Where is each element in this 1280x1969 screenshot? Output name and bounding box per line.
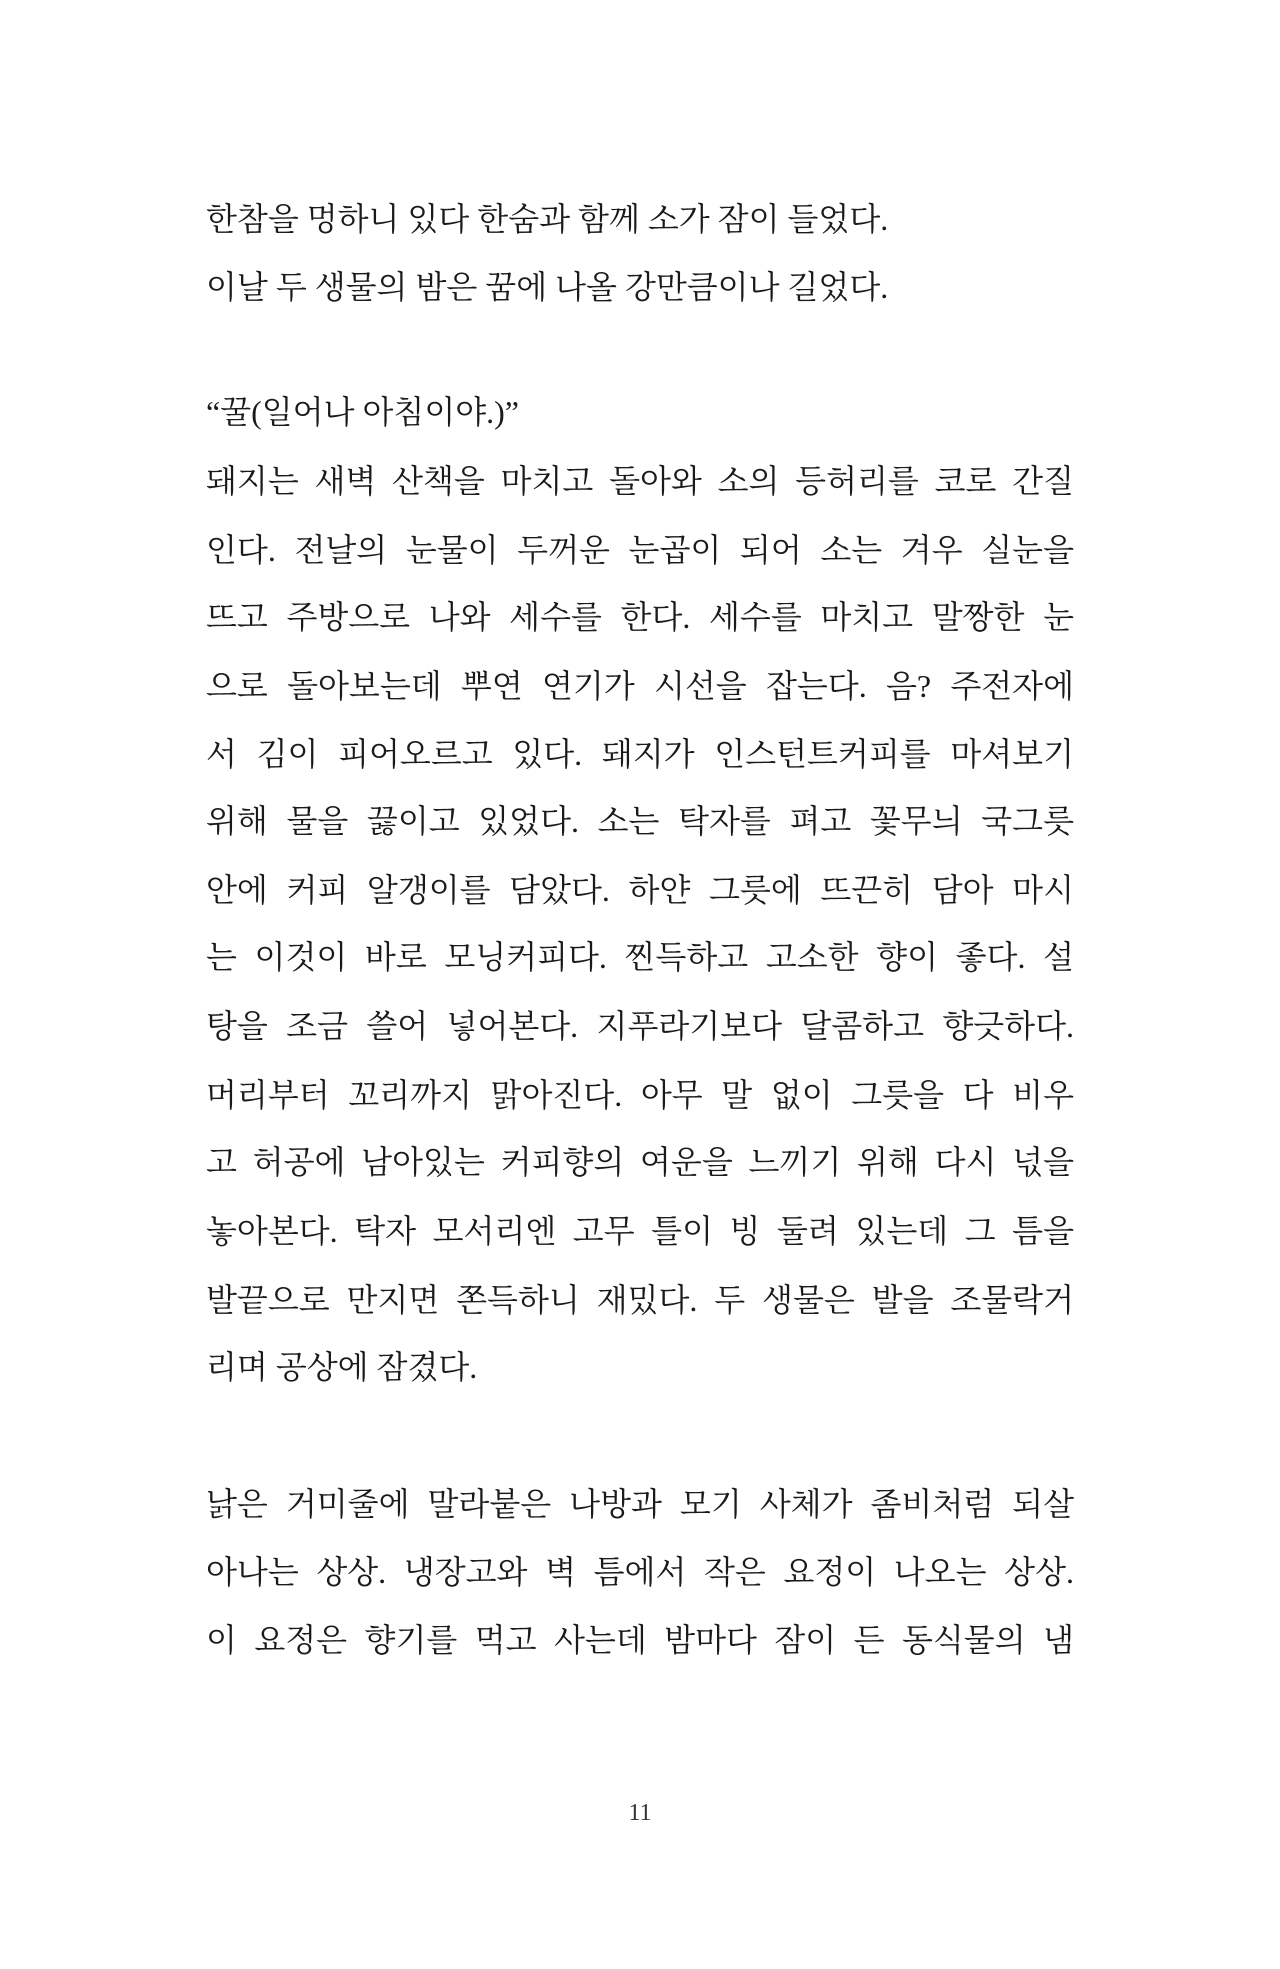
- text-line: 서 김이 피어오르고 있다. 돼지가 인스턴트커피를 마셔보기: [206, 736, 1074, 772]
- text-line: 고 허공에 남아있는 커피향의 여운을 느끼기 위해 다시 넋을: [206, 1144, 1074, 1180]
- text-line: 한참을 멍하니 있다 한숨과 함께 소가 잠이 들었다.: [206, 201, 889, 237]
- text-line: 이날 두 생물의 밤은 꿈에 나올 강만큼이나 길었다.: [206, 269, 889, 305]
- text-line: 머리부터 꼬리까지 맑아진다. 아무 말 없이 그릇을 다 비우: [206, 1077, 1074, 1113]
- text-line: 는 이것이 바로 모닝커피다. 찐득하고 고소한 향이 좋다. 설: [206, 939, 1074, 975]
- text-line: 인다. 전날의 눈물이 두꺼운 눈곱이 되어 소는 겨우 실눈을: [206, 532, 1074, 568]
- text-line: 위해 물을 끓이고 있었다. 소는 탁자를 펴고 꽃무늬 국그릇: [206, 803, 1074, 839]
- text-line: 리며 공상에 잠겼다.: [206, 1349, 478, 1385]
- text-line: 놓아본다. 탁자 모서리엔 고무 틀이 빙 둘려 있는데 그 틈을: [206, 1213, 1074, 1249]
- text-line: 뜨고 주방으로 나와 세수를 한다. 세수를 마치고 말짱한 눈: [206, 599, 1074, 635]
- text-line: 탕을 조금 쓸어 넣어본다. 지푸라기보다 달콤하고 향긋하다.: [206, 1008, 1074, 1044]
- text-line: 발끝으로 만지면 쫀득하니 재밌다. 두 생물은 발을 조물락거: [206, 1282, 1074, 1318]
- text-line: 안에 커피 알갱이를 담았다. 하얀 그릇에 뜨끈히 담아 마시: [206, 872, 1074, 908]
- text-line: 으로 돌아보는데 뿌연 연기가 시선을 잡는다. 음? 주전자에: [206, 668, 1074, 704]
- text-line: 아나는 상상. 냉장고와 벽 틈에서 작은 요정이 나오는 상상.: [206, 1554, 1074, 1590]
- text-line: “꿀(일어나 아침이야.)”: [206, 394, 520, 430]
- text-line: 돼지는 새벽 산책을 마치고 돌아와 소의 등허리를 코로 간질: [206, 463, 1074, 499]
- text-line: 이 요정은 향기를 먹고 사는데 밤마다 잠이 든 동식물의 냄: [206, 1622, 1074, 1658]
- page-number: 11: [628, 1800, 652, 1826]
- text-line: 낡은 거미줄에 말라붙은 나방과 모기 사체가 좀비처럼 되살: [206, 1486, 1074, 1522]
